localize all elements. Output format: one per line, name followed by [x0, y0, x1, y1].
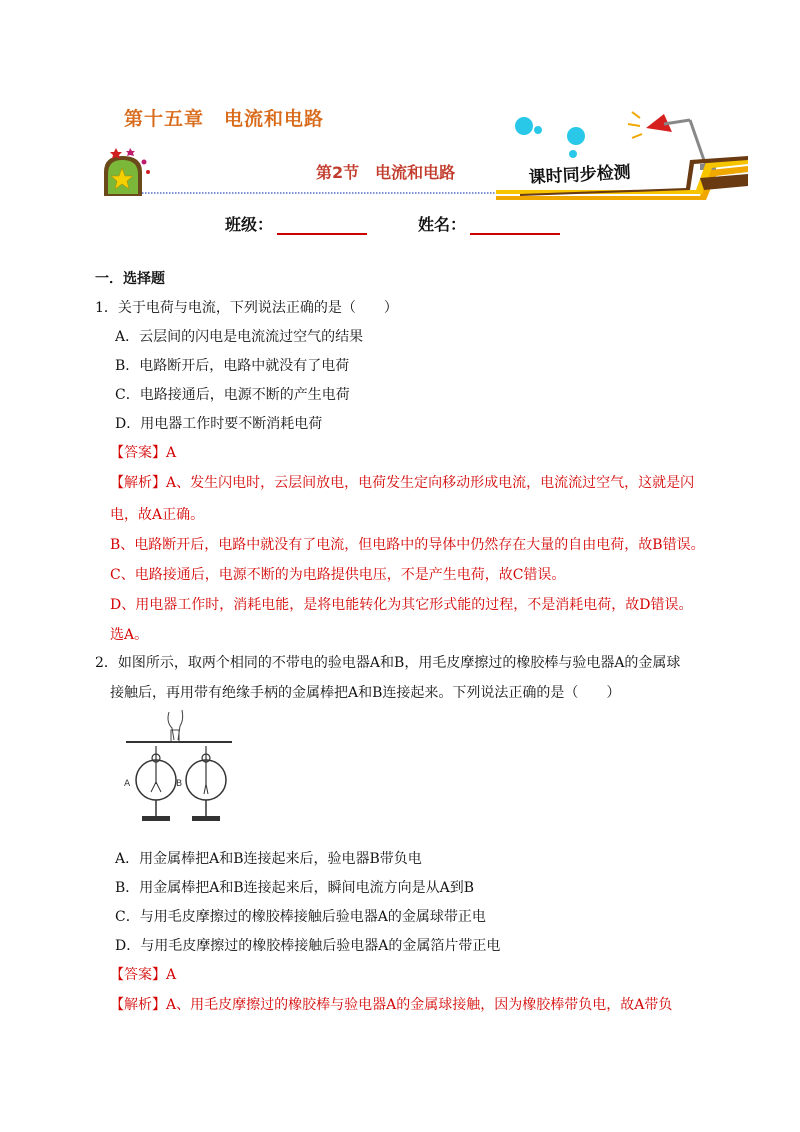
class-blank [277, 215, 367, 235]
name-field [418, 212, 560, 235]
section-heading: 一．选择题 [95, 271, 165, 287]
question-stem: 如图所示，取两个相同的不带电的验电器A和B，用毛皮摩擦过的橡胶棒与验电器A的金属球 [117, 655, 681, 671]
option-c: C．电路接通后，电源不断的产生电荷 [115, 387, 350, 403]
section-title: 第2节 电流和电路 [316, 163, 456, 182]
option-b: B．电路断开后，电路中就没有了电荷 [115, 358, 350, 374]
figure-label-a: A [124, 779, 131, 789]
option-c: C．与用毛皮摩擦过的橡胶棒接触后验电器A的金属球带正电 [115, 909, 486, 925]
star-badge-icon [104, 148, 150, 196]
electroscope-figure [124, 706, 234, 826]
analysis-line: D、用电器工作时，消耗电能，是将电能转化为其它形式能的过程，不是消耗电荷，故D错误。 [110, 597, 693, 613]
question-2 [95, 652, 680, 672]
question-stem: 关于电荷与电流，下列说法正确的是（ ） [117, 300, 398, 316]
option-b: B．用金属棒把A和B连接起来后，瞬间电流方向是从A到B [115, 880, 475, 896]
name-label: 姓名： [418, 215, 467, 234]
question-stem-continued: 接触后，再用带有绝缘手柄的金属棒把A和B连接起来。下列说法正确的是（ ） [110, 685, 621, 701]
question-number: 1． [95, 300, 118, 316]
answer: 【答案】A [110, 967, 177, 983]
analysis-line: B、电路断开后，电路中就没有了电流，但电路中的导体中仍然存在大量的自由电荷，故B错误。 [110, 537, 705, 553]
banner-label: 课时同步检测 [528, 162, 632, 188]
analysis-line: 电，故A正确。 [110, 507, 205, 523]
analysis-line: C、电路接通后，电源不断的为电路提供电压，不是产生电荷，故C错误。 [110, 567, 566, 583]
analysis-line: 【解析】A、用毛皮摩擦过的橡胶棒与验电器A的金属球接触，因为橡胶棒带负电，故A带负 [110, 997, 673, 1013]
question-1 [95, 297, 398, 317]
answer: 【答案】A [110, 445, 177, 461]
option-d: D．用电器工作时要不断消耗电荷 [115, 416, 323, 432]
analysis-line: 选A。 [110, 627, 149, 643]
electroscope-drawing [124, 706, 234, 826]
name-blank [470, 215, 560, 235]
option-d: D．与用毛皮摩擦过的橡胶棒接触后验电器A的金属箔片带正电 [115, 938, 501, 954]
class-field [225, 212, 367, 235]
chapter-title: 第十五章 电流和电路 [124, 108, 325, 130]
bubbles-icon [515, 117, 585, 158]
option-a: A．用金属棒把A和B连接起来后，验电器B带负电 [115, 851, 422, 867]
figure-label-b: B [176, 779, 183, 789]
question-number: 2． [95, 655, 118, 671]
class-label: 班级： [225, 215, 274, 234]
option-a: A．云层间的闪电是电流流过空气的结果 [115, 329, 364, 345]
analysis-line: 【解析】A、发生闪电时，云层间放电，电荷发生定向移动形成电流，电流流过空气，这就是闪 [110, 475, 695, 491]
